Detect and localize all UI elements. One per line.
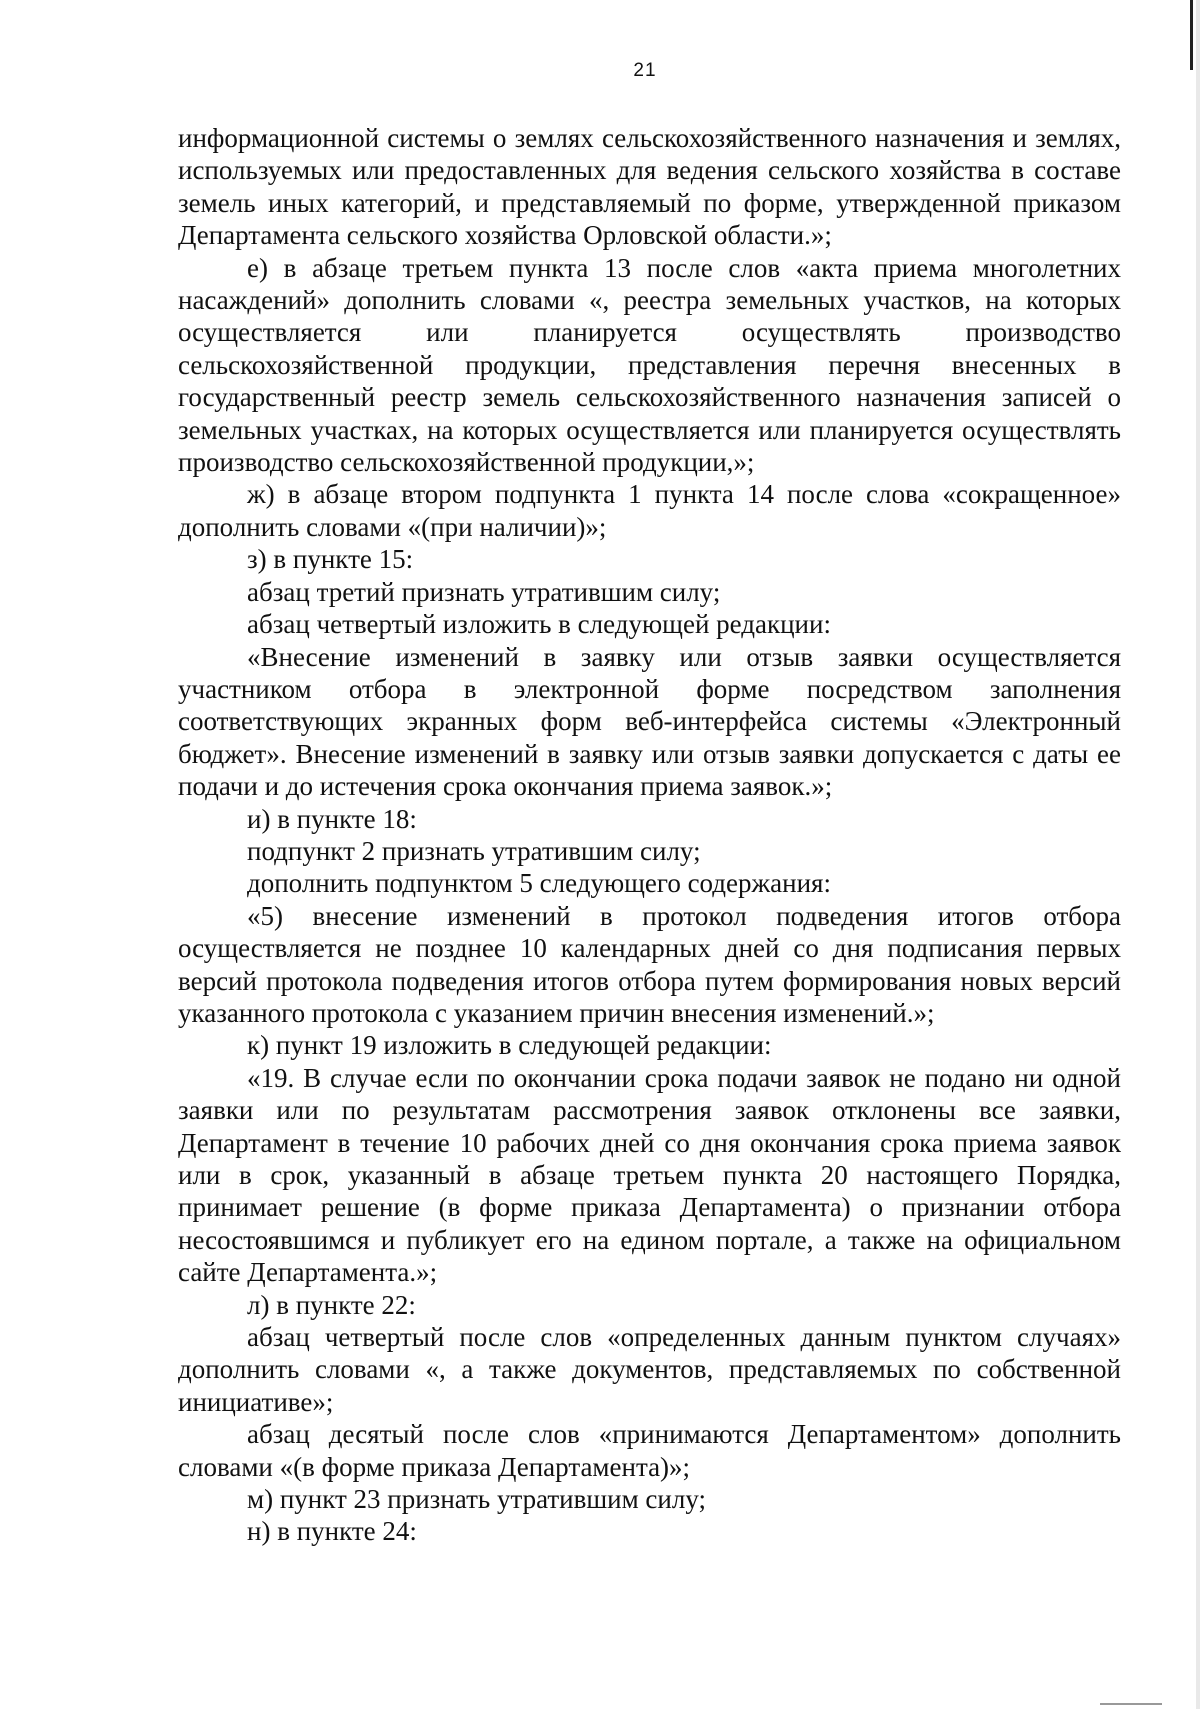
paragraph-17: м) пункт 23 признать утратившим силу; [247,1484,706,1515]
paragraph-2: е) в абзаце третьем пункта 13 после слов «акта приема многолетних насаждений» дополнить словами «, реестра земельных участков, на которых осуществляется или планируется осуществлять производство сельскохозяйственной продукции, представления перечня внесенных в государственный реестр земель сельскохозяйственного назначения записей о земельных участках, на которых осуществляется или планируется осуществлять производство сельскохозяйственной продукции,»; [178,252,1121,478]
paragraph-13: «19. В случае если по окончании срока подачи заявок не подано ни одной заявки или по результатам рассмотрения заявок отклонены все заявки, Департамент в течение 10 рабочих дней со дня окончания срока приема заявок или в срок, указанный в абзаце третьем пункта 20 настоящего Порядка, принимает решение (в форме приказа Департамента) о признании отбора несостоявшимся и публикует его на едином портале, а также на официальном сайте Департамента.»; [178,1062,1121,1288]
page-number: 21 [633,60,657,81]
scan-edge-shadow [1196,0,1200,1709]
paragraph-15: абзац четвертый после слов «определенных данным пунктом случаях» дополнить словами «, а также документов, представляемых по собственной инициативе»; [178,1322,1121,1417]
paragraph-16: абзац десятый после слов «принимаются Департаментом» дополнить словами «(в форме приказа Департамента)»; [178,1419,1121,1482]
paragraph-3: ж) в абзаце втором подпункта 1 пункта 14 после слова «сокращенное» дополнить словами «(при наличии)»; [178,479,1121,542]
paragraph-1: информационной системы о землях сельскохозяйственного назначения и землях, используемых или предоставленных для ведения сельского хозяйства в составе земель иных категорий, и представляемый по форме, утвержденной приказом Департамента сельского хозяйства Орловской области.»; [178,123,1121,251]
scan-artifact [1100,1703,1162,1705]
paragraph-14: л) в пункте 22: [247,1289,416,1320]
paragraph-18: н) в пункте 24: [247,1516,417,1547]
paragraph-11: «5) внесение изменений в протокол подведения итогов отбора осуществляется не позднее 10 календарных дней со дня подписания первых версий протокола подведения итогов отбора путем формирования новых версий указанного протокола с указанием причин внесения изменений.»; [178,900,1121,1028]
paragraph-5: абзац третий признать утратившим силу; [247,576,721,607]
document-body [178,122,1121,1548]
paragraph-9: подпункт 2 признать утратившим силу; [247,835,701,866]
paragraph-10: дополнить подпунктом 5 следующего содержания: [247,868,831,899]
paragraph-12: к) пункт 19 изложить в следующей редакции: [247,1030,772,1061]
paragraph-4: з) в пункте 15: [247,544,414,575]
paragraph-7: «Внесение изменений в заявку или отзыв заявки осуществляется участником отбора в электронной форме посредством заполнения соответствующих экранных форм веб-интерфейса системы «Электронный бюджет». Внесение изменений в заявку или отзыв заявки допускается с даты ее подачи и до истечения срока окончания приема заявок.»; [178,641,1121,802]
paragraph-6: абзац четвертый изложить в следующей редакции: [247,609,831,640]
paragraph-8: и) в пункте 18: [247,803,417,834]
